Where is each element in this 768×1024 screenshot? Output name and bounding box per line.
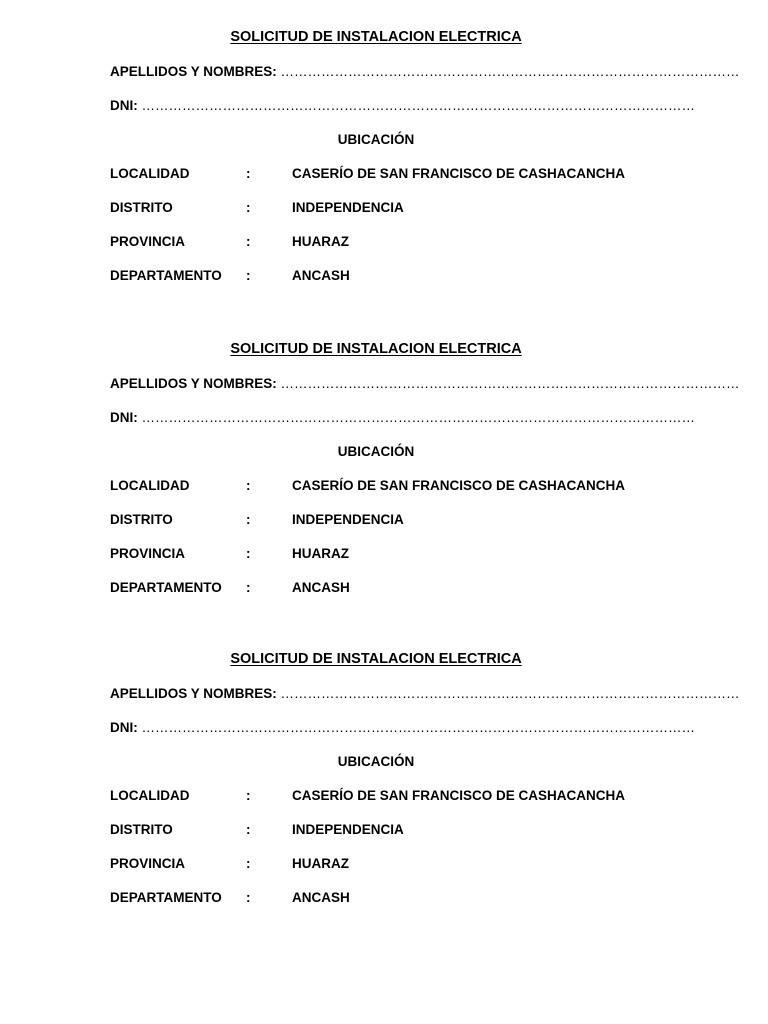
district-value: INDEPENDENCIA (292, 822, 404, 837)
names-label: APELLIDOS Y NOMBRES: (110, 376, 277, 391)
province-row (110, 233, 642, 251)
dni-line (110, 97, 696, 115)
department-value: ANCASH (292, 890, 350, 905)
locality-label: LOCALIDAD (110, 166, 190, 181)
names-label: APELLIDOS Y NOMBRES: (110, 686, 277, 701)
department-row (110, 579, 642, 597)
locality-row (110, 165, 642, 183)
department-label: DEPARTAMENTO (110, 580, 222, 595)
district-value: INDEPENDENCIA (292, 200, 404, 215)
district-row (110, 511, 642, 529)
province-separator: : (246, 856, 251, 871)
names-line (110, 375, 740, 393)
district-label: DISTRITO (110, 512, 173, 527)
locality-separator: : (246, 788, 251, 803)
form-title-text: SOLICITUD DE INSTALACION ELECTRICA (230, 29, 522, 45)
department-row (110, 889, 642, 907)
dni-label: DNI: (110, 98, 138, 113)
province-label: PROVINCIA (110, 856, 186, 871)
province-separator: : (246, 234, 251, 249)
department-separator: : (246, 890, 251, 905)
dni-line (110, 409, 696, 427)
district-row (110, 199, 642, 217)
district-separator: : (246, 200, 251, 215)
district-row (110, 821, 642, 839)
dni-fill-dots: …………………………………………………………………………………………………………… (141, 720, 696, 735)
locality-value: CASERÍO DE SAN FRANCISCO DE CASHACANCHA (292, 788, 626, 803)
names-fill-dots: ………………………………………………………………………………………… (280, 64, 740, 79)
form-title-text: SOLICITUD DE INSTALACION ELECTRICA (230, 341, 522, 357)
department-separator: : (246, 580, 251, 595)
department-row (110, 267, 642, 285)
province-value: HUARAZ (292, 856, 349, 871)
district-separator: : (246, 822, 251, 837)
locality-row (110, 787, 642, 805)
locality-value: CASERÍO DE SAN FRANCISCO DE CASHACANCHA (292, 166, 626, 181)
dni-label: DNI: (110, 410, 138, 425)
province-row (110, 545, 642, 563)
location-heading: UBICACIÓN (337, 444, 415, 459)
province-value: HUARAZ (292, 234, 349, 249)
province-separator: : (246, 546, 251, 561)
province-value: HUARAZ (292, 546, 349, 561)
district-separator: : (246, 512, 251, 527)
form-title (110, 340, 642, 358)
locality-row (110, 477, 642, 495)
form-title (110, 650, 642, 668)
province-row (110, 855, 642, 873)
department-separator: : (246, 268, 251, 283)
location-heading: UBICACIÓN (337, 132, 415, 147)
department-value: ANCASH (292, 268, 350, 283)
district-label: DISTRITO (110, 822, 173, 837)
district-value: INDEPENDENCIA (292, 512, 404, 527)
district-label: DISTRITO (110, 200, 173, 215)
form-title (110, 28, 642, 46)
application-form (110, 28, 740, 298)
application-form (110, 340, 740, 610)
province-label: PROVINCIA (110, 546, 186, 561)
dni-line (110, 719, 696, 737)
dni-label: DNI: (110, 720, 138, 735)
names-line (110, 63, 740, 81)
department-value: ANCASH (292, 580, 350, 595)
dni-fill-dots: …………………………………………………………………………………………………………… (141, 410, 696, 425)
locality-label: LOCALIDAD (110, 478, 190, 493)
locality-separator: : (246, 166, 251, 181)
dni-fill-dots: …………………………………………………………………………………………………………… (141, 98, 696, 113)
names-fill-dots: ………………………………………………………………………………………… (280, 686, 740, 701)
locality-separator: : (246, 478, 251, 493)
names-fill-dots: ………………………………………………………………………………………… (280, 376, 740, 391)
form-title-text: SOLICITUD DE INSTALACION ELECTRICA (230, 651, 522, 667)
department-label: DEPARTAMENTO (110, 890, 222, 905)
application-form (110, 650, 740, 920)
location-heading: UBICACIÓN (337, 754, 415, 769)
province-label: PROVINCIA (110, 234, 186, 249)
names-line (110, 685, 740, 703)
department-label: DEPARTAMENTO (110, 268, 222, 283)
names-label: APELLIDOS Y NOMBRES: (110, 64, 277, 79)
locality-value: CASERÍO DE SAN FRANCISCO DE CASHACANCHA (292, 478, 626, 493)
locality-label: LOCALIDAD (110, 788, 190, 803)
